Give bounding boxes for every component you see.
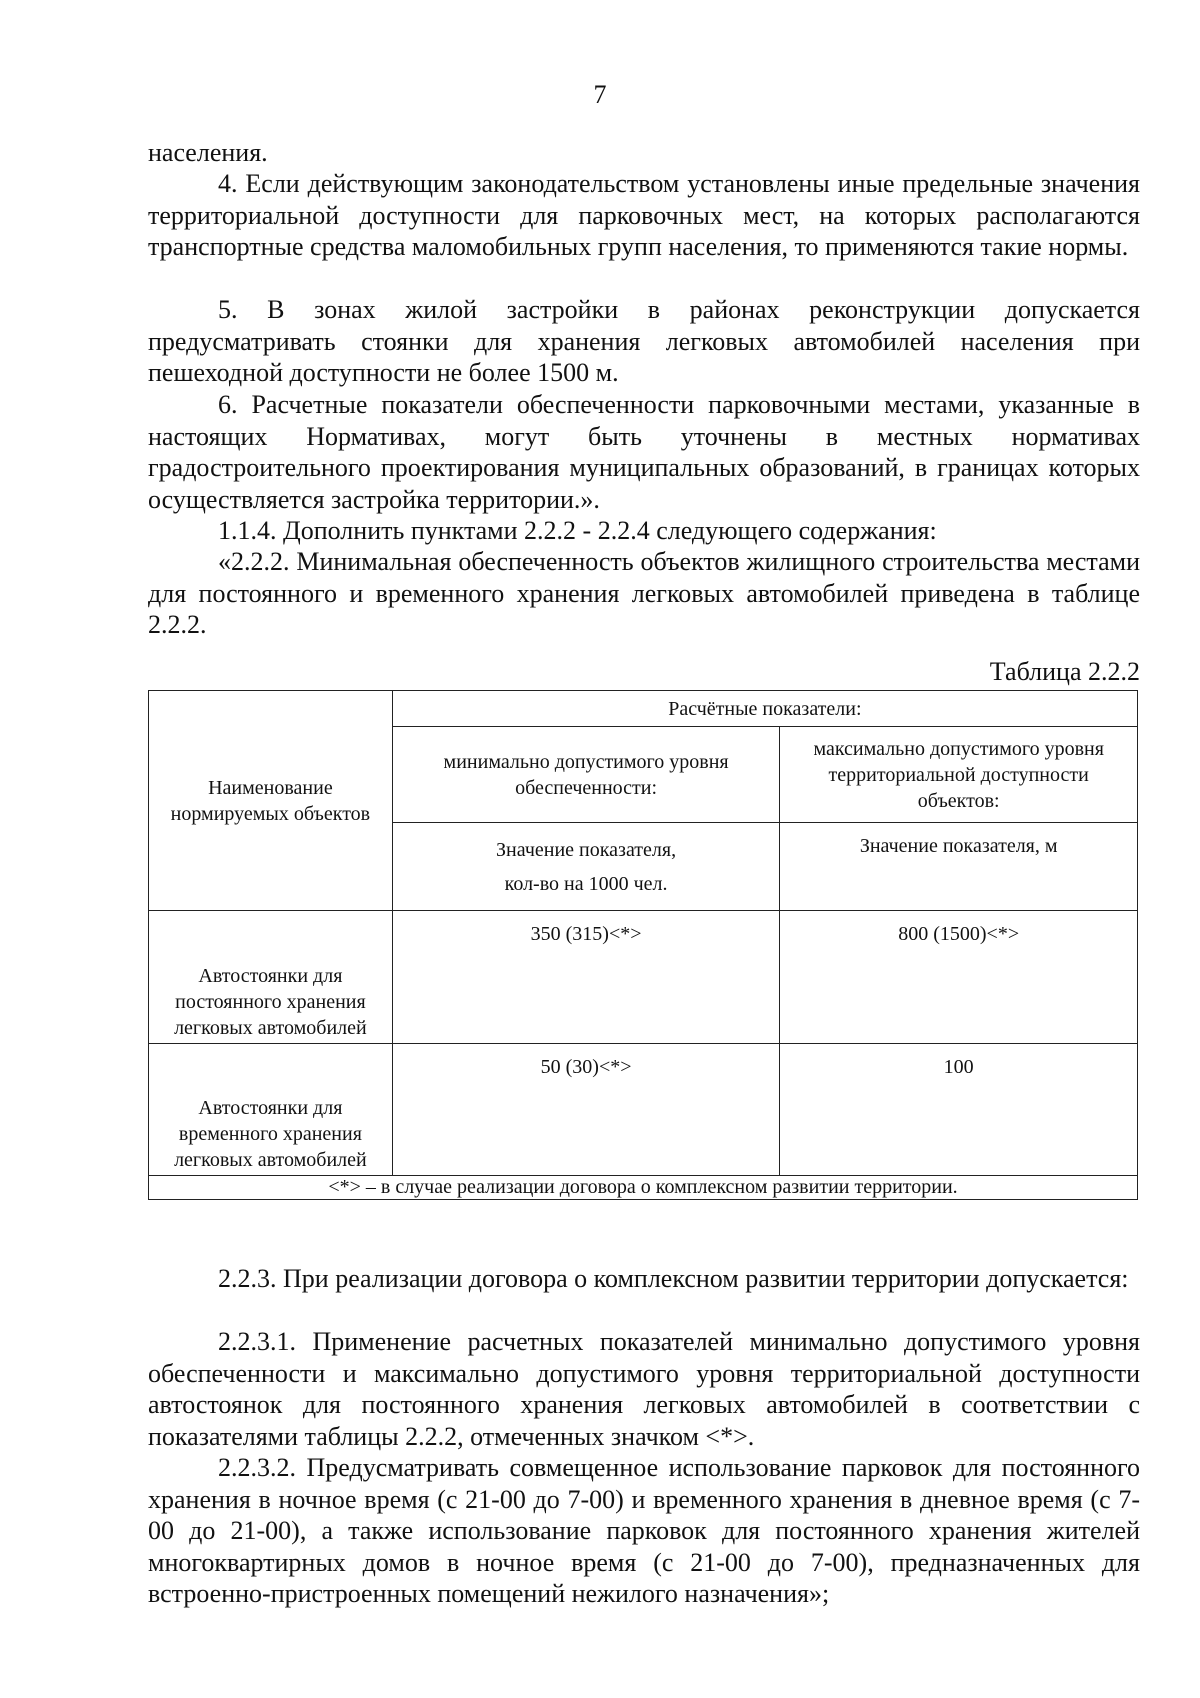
header-min-level: минимально допустимого уровня обеспеченности: (392, 727, 780, 823)
header-min-unit (392, 823, 780, 911)
paragraph-continuation: населения. (148, 138, 268, 167)
paragraph-2-2-3-2: 2.2.3.2. Предусматривать совмещенное использование парковок для постоянного хранения в ночное время (с 21-00 до 7-00) и временного хранения в дневное время (с 7-00 до 21-00), а также использование парковок для постоянного хранения жителей многоквартирных домов в ночное время (с 21-00 до 7-00), предназначенных для встроенно-пристроенных помещений нежилого назначения»; (148, 1453, 1140, 1608)
table-footnote: <*> – в случае реализации договора о комплексном развитии территории. (149, 1175, 1138, 1199)
page-number: 7 (593, 80, 607, 109)
table-row (149, 911, 1138, 1043)
row-max-value: 100 (780, 1043, 1138, 1175)
row-name: Автостоянки для постоянного хранения легковых автомобилей (149, 911, 393, 1043)
norms-table (148, 690, 1138, 1200)
paragraph-1-1-4: 1.1.4. Дополнить пунктами 2.2.2 - 2.2.4 следующего содержания: (218, 516, 937, 545)
header-max-unit: Значение показателя, м (780, 823, 1138, 911)
table-caption: Таблица 2.2.2 (989, 657, 1140, 686)
table-row (149, 1043, 1138, 1175)
paragraph-item-5: 5. В зонах жилой застройки в районах реконструкции допускается предусматривать стоянки для хранения легковых автомобилей населения при пешеходной доступности не более 1500 м. (148, 295, 1140, 387)
row-min-value: 350 (315)<*> (392, 911, 780, 1043)
paragraph-item-4: 4. Если действующим законодательством установлены иные предельные значения территориальной доступности для парковочных мест, на которых располагаются транспортные средства маломобильных групп населения, то применяются такие нормы. (148, 169, 1140, 261)
paragraph-2-2-3-1: 2.2.3.1. Применение расчетных показателей минимально допустимого уровня обеспеченности и максимально допустимого уровня территориальной доступности автостоянок для постоянного хранения легковых автомобилей в соответствии с показателями таблицы 2.2.2, отмеченных значком <*>. (148, 1327, 1140, 1451)
paragraph-2-2-3: 2.2.3. При реализации договора о комплексном развитии территории допускается: (218, 1264, 1129, 1293)
row-max-value: 800 (1500)<*> (780, 911, 1138, 1043)
header-max-level: максимально допустимого уровня территориальной доступности объектов: (780, 727, 1138, 823)
row-min-value: 50 (30)<*> (392, 1043, 780, 1175)
header-indicators: Расчётные показатели: (392, 691, 1137, 727)
header-min-unit-line1: Значение показателя, (496, 838, 677, 861)
header-object-name: Наименование нормируемых объектов (149, 691, 393, 911)
header-min-unit-line2: кол-во на 1000 чел. (504, 872, 668, 895)
paragraph-2-2-2: «2.2.2. Минимальная обеспеченность объектов жилищного строительства местами для постоянного и временного хранения легковых автомобилей приведена в таблице 2.2.2. (148, 547, 1140, 639)
paragraph-item-6: 6. Расчетные показатели обеспеченности парковочными местами, указанные в настоящих Нормативах, могут быть уточнены в местных нормативах градостроительного проектирования муниципальных образований, в границах которых осуществляется застройка территории.». (148, 390, 1140, 514)
row-name: Автостоянки для временного хранения легковых автомобилей (149, 1043, 393, 1175)
